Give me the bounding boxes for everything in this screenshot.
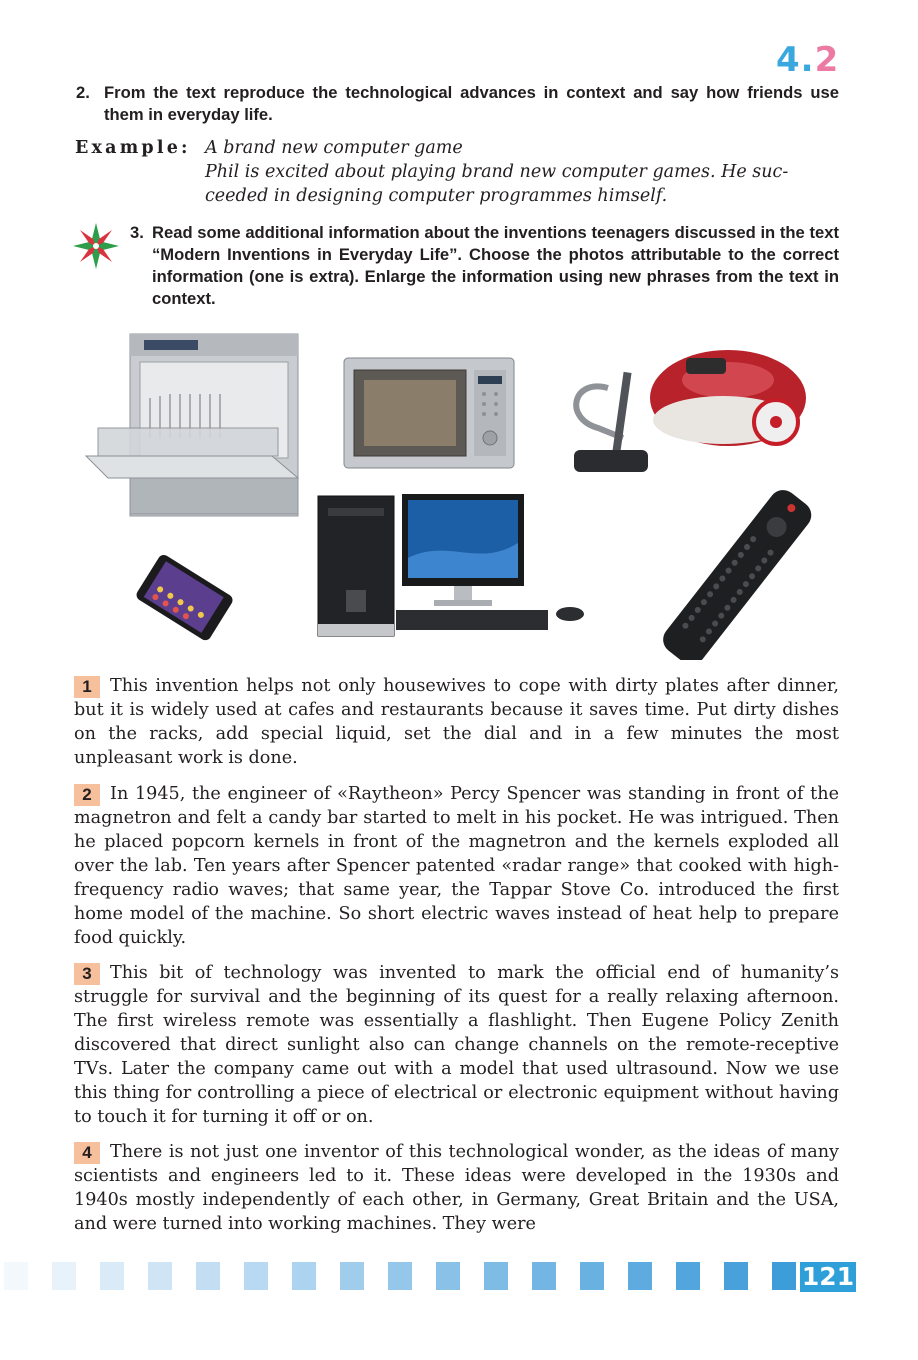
footer-square [196,1262,220,1290]
footer-square [436,1262,460,1290]
dishwasher-image [86,334,298,516]
task-2-text: From the text reproduce the technological advances in context and say how friends use them in everyday life. [104,83,839,124]
footer-square [4,1262,28,1290]
task-2-number: 2. [76,83,90,102]
task-3-number: 3. [130,223,144,242]
appliances-photo [78,328,838,660]
paragraph-4-badge: 4 [74,1142,100,1164]
paragraph-1-text: This invention helps not only housewives to cope with dirty plates after dinner, but it is widely used at cafes and restaurants because it saves time. Put dirty dishes on the racks, add special liquid, set the dial and in a few minutes the most unpleasant work is done. [74,676,839,768]
footer-square [484,1262,508,1290]
task-3-instruction [130,222,839,310]
example-line-1: A brand new computer game [205,138,463,158]
example-label: Example: [75,138,191,158]
paragraph-2 [74,782,839,950]
footer-square [532,1262,556,1290]
footer-square [772,1262,796,1290]
footer-square [52,1262,76,1290]
footer-square [292,1262,316,1290]
paragraph-4-text: There is not just one inventor of this technological wonder, as the ideas of many scientists and engineers led to it. These ideas were developed in the 1930s and 1940s mostly independently of each other, in Germany, Great Britain and the USA, and were turned into working machines. They were [74,1142,839,1234]
paragraph-3-badge: 3 [74,963,100,985]
paragraph-1 [74,674,839,770]
task-3-text: Read some additional information about the inventions teenagers discussed in the text “Modern Inventions in Everyday Life”. Choose the photos attributable to the correct information (one is extra). Enlarge the information using new phrases from the text in context. [152,223,839,308]
desktop-computer-image [318,494,584,636]
footer-square [676,1262,700,1290]
paragraph-4 [74,1140,839,1236]
vacuum-cleaner-image [574,350,806,472]
paragraph-1-badge: 1 [74,676,100,698]
footer-square [580,1262,604,1290]
task-2-instruction [76,82,839,126]
example-line-2: Phil is excited about playing brand new computer games. He suc- [205,162,789,182]
footer-square [724,1262,748,1290]
footer-square [100,1262,124,1290]
footer-decoration [0,1262,918,1294]
footer-square [148,1262,172,1290]
footer-square [244,1262,268,1290]
paragraph-3 [74,961,839,1129]
remote-control-image [658,484,817,660]
example-line-3: ceeded in designing computer programmes himself. [205,186,668,206]
footer-square [388,1262,412,1290]
paragraph-3-text: This bit of technology was invented to mark the official end of humanity’s struggle for survival and the beginning of its quest for a really relaxing afternoon. The first wireless remote was essentially a flashlight. Then Eugene Policy Zenith discovered that direct sunlight also can change channels on the remote-receptive TVs. Later the company came out with a model that used ultrasound. Now we use this thing for controlling a piece of electrical or electronic equipment without having to touch it for turning it off or on. [74,963,839,1127]
footer-square [628,1262,652,1290]
page-number: 121 [801,1262,855,1291]
example-body [205,136,841,208]
star-icon [72,222,120,270]
section-number: 4.2 [776,40,840,80]
paragraph-2-text: In 1945, the engineer of «Raytheon» Percy Spencer was standing in front of the magnetron and felt a candy bar started to melt in his pocket. He was intrigued. Then he placed popcorn kernels in front of the magnetron and the kernels exploded all over the lab. Ten years after Spencer patented «radar range» that cooked with high-frequency radio waves; that same year, the Tappar Stove Co. introduced the first home model of the machine. So short electric waves instead of heat help to prepare food quickly. [74,784,839,948]
paragraph-2-badge: 2 [74,784,100,806]
microwave-image [344,358,514,468]
footer-square [340,1262,364,1290]
smartphone-image [134,553,234,643]
